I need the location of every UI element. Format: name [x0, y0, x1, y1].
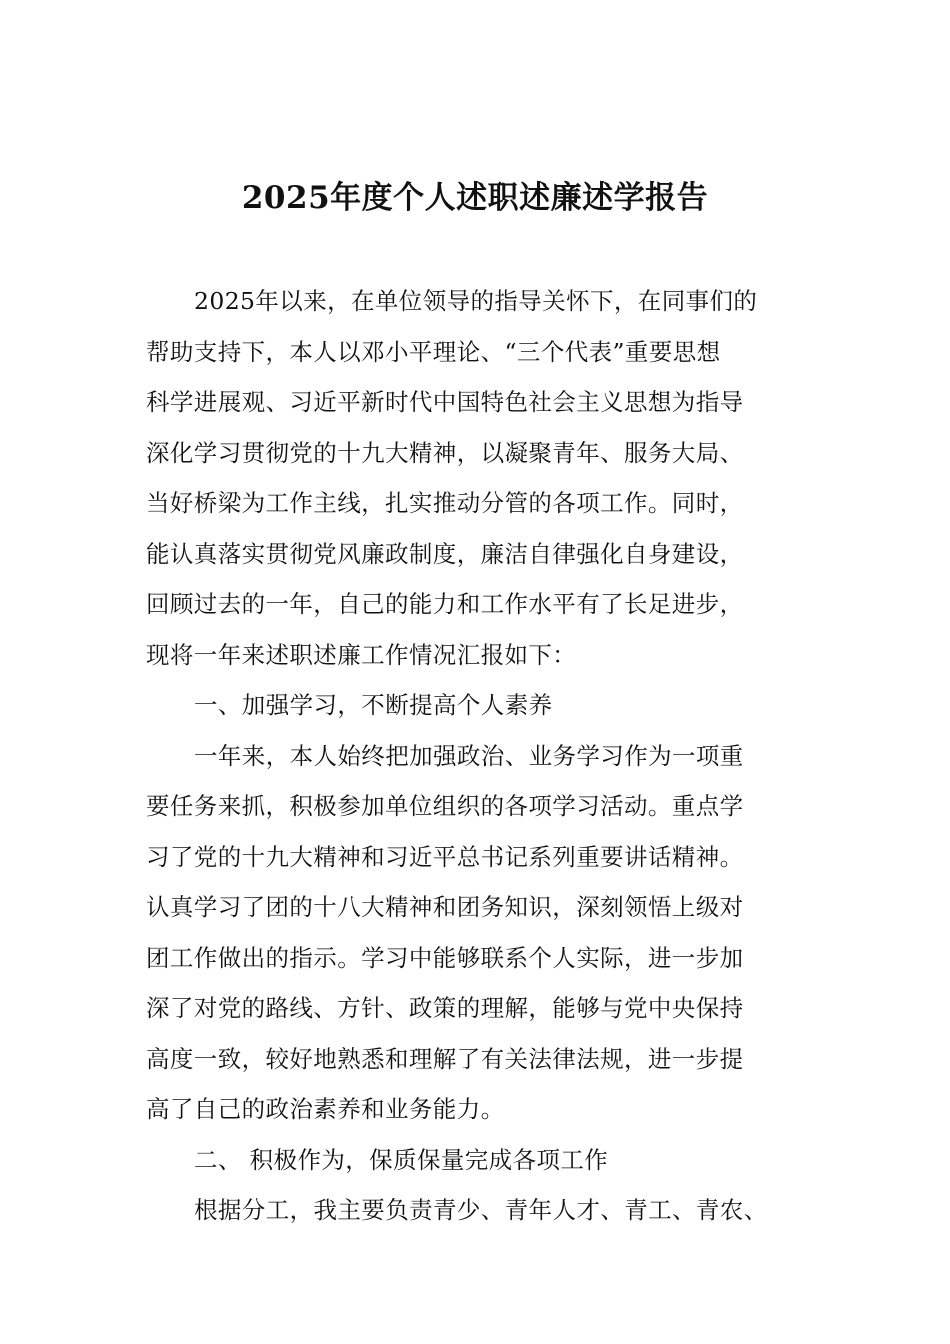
document-title: 2025年度个人述职述廉述学报告	[241, 180, 709, 216]
text-line: 深了对党的路线、方针、政策的理解，能够与党中央保持	[146, 994, 744, 1022]
text-line: 团工作做出的指示。学习中能够联系个人实际，进一步加	[146, 943, 744, 972]
document-body	[146, 276, 836, 1236]
text-line: 能认真落实贯彻党风廉政制度，廉洁自律强化自身建设，	[146, 539, 744, 568]
text-line: 帮助支持下，本人以邓小平理论、“三个代表”重要思想	[146, 337, 721, 366]
text-line: 2025年以来，在单位领导的指导关怀下，在同事们的	[194, 287, 758, 315]
text-line: 要任务来抓，积极参加单位组织的各项学习活动。重点学	[146, 792, 744, 820]
section-heading: 二、 积极作为，保质保量完成各项工作	[194, 1145, 609, 1174]
text-line: 认真学习了团的十八大精神和团务知识，深刻领悟上级对	[146, 893, 744, 921]
section-heading: 一、加强学习，不断提高个人素养	[194, 691, 553, 719]
text-line: 习了党的十九大精神和习近平总书记系列重要讲话精神。	[146, 842, 744, 871]
text-line: 回顾过去的一年，自己的能力和工作水平有了长足进步，	[146, 590, 744, 618]
text-line: 当好桥梁为工作主线，扎实推动分管的各项工作。同时，	[146, 489, 744, 517]
text-line: 一年来，本人始终把加强政治、业务学习作为一项重	[194, 741, 744, 770]
text-line: 科学进展观、习近平新时代中国特色社会主义思想为指导	[146, 388, 744, 416]
text-line: 高度一致，较好地熟悉和理解了有关法律法规，进一步提	[146, 1044, 744, 1073]
text-line: 现将一年来述职述廉工作情况汇报如下：	[146, 640, 577, 669]
text-line: 高了自己的政治素养和业务能力。	[146, 1095, 505, 1123]
text-line: 深化学习贯彻党的十九大精神，以凝聚青年、服务大局、	[146, 438, 744, 467]
text-line: 根据分工，我主要负责青少、青年人才、青工、青农、	[194, 1196, 768, 1224]
